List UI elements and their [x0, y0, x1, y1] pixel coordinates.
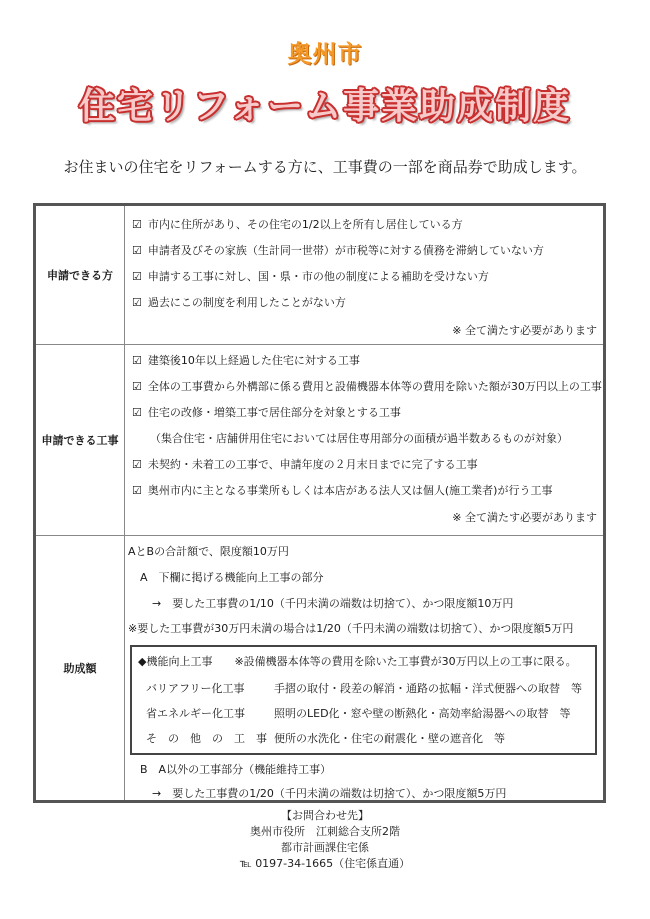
work-item: ☑ 未契約・未着工の工事で、申請年度の２月末日までに完了する工事 — [132, 458, 478, 471]
row-works — [36, 345, 603, 536]
page-title: 住宅リフォーム事業助成制度 — [78, 86, 572, 127]
amount-line: A 下欄に掲げる機能向上工事の部分 — [140, 571, 324, 584]
amount-line: AとBの合計額で、限度額10万円 — [128, 545, 289, 558]
checkbox-icon: ☑ — [132, 484, 142, 497]
checkbox-icon: ☑ — [132, 458, 142, 471]
box-category: 省エネルギー化工事 — [146, 707, 245, 720]
box-category: バリアフリー化工事 — [146, 682, 245, 695]
work-item: ☑ 奥州市内に主となる事業所もしくは本店がある法人又は個人(施工業者)が行う工事 — [132, 484, 553, 497]
box-description: 照明のLED化・窓や壁の断熱化・高効率給湯器への取替 等 — [274, 707, 571, 720]
checkbox-icon: ☑ — [132, 270, 142, 283]
content-applicants — [132, 206, 597, 344]
content-amount — [128, 536, 597, 800]
amount-line: ※要した工事費が30万円未満の場合は1/20（千円未満の端数は切捨て）、かつ限度額5万円 — [128, 622, 574, 635]
contact-heading: 【お問合わせ先】 — [281, 809, 369, 822]
box-heading: ◆機能向上工事 ※設備機器本体等の費用を除いた工事費が30万円以上の工事に限る。 — [138, 655, 577, 668]
applicant-item: ☑ 市内に住所があり、その住宅の1/2以上を所有し居住している方 — [132, 218, 463, 231]
checkbox-icon: ☑ — [132, 218, 142, 231]
city-name: 奥州市 — [287, 40, 363, 68]
box-description: 便所の水洗化・住宅の耐震化・壁の遮音化 等 — [274, 732, 505, 745]
contact-tel: ℡ 0197-34-1665（住宅係直通） — [239, 857, 411, 870]
box-category: そ の 他 の 工 事 — [146, 732, 267, 745]
work-item: ☑ 建築後10年以上経過した住宅に対する工事 — [132, 354, 360, 367]
applicant-item: ☑ 申請する工事に対し、国・県・市の他の制度による補助を受けない方 — [132, 270, 489, 283]
content-works — [132, 345, 602, 535]
amount-line: → 要した工事費の1/20（千円未満の端数は切捨て）、かつ限度額5万円 — [152, 787, 507, 800]
checkbox-icon: ☑ — [132, 244, 142, 257]
label-amount: 助成額 — [36, 536, 125, 800]
applicant-note: ※ 全て満たす必要があります — [452, 324, 597, 337]
contact-office: 奥州市役所 江刺総合支所2階 — [250, 825, 400, 838]
checkbox-icon: ☑ — [132, 354, 142, 367]
contact-info — [0, 808, 650, 872]
applicant-item: ☑ 申請者及びその家族（生計同一世帯）が市税等に対する債務を滞納していない方 — [132, 244, 544, 257]
work-subnote: （集合住宅・店舗併用住宅においては居住専用部分の面積が過半数あるものが対象） — [150, 432, 568, 445]
work-note: ※ 全て満たす必要があります — [452, 511, 597, 524]
checkbox-icon: ☑ — [132, 406, 142, 419]
contact-dept: 都市計画課住宅係 — [281, 841, 369, 854]
lead-text: お住まいの住宅をリフォームする方に、工事費の一部を商品券で助成します。 — [63, 158, 587, 176]
function-upgrade-box — [130, 645, 597, 755]
info-table — [33, 203, 606, 803]
checkbox-icon: ☑ — [132, 380, 142, 393]
work-item: ☑ 住宅の改修・増築工事で居住部分を対象とする工事 — [132, 406, 401, 419]
amount-line: → 要した工事費の1/10（千円未満の端数は切捨て）、かつ限度額10万円 — [152, 597, 514, 610]
checkbox-icon: ☑ — [132, 296, 142, 309]
work-item: ☑ 全体の工事費から外構部に係る費用と設備機器本体等の費用を除いた額が30万円以上の工事 — [132, 380, 602, 393]
amount-line: B A以外の工事部分（機能維持工事） — [140, 763, 332, 776]
label-works: 申請できる工事 — [36, 345, 125, 535]
row-applicants — [36, 206, 603, 345]
row-amount — [36, 536, 603, 800]
applicant-item: ☑ 過去にこの制度を利用したことがない方 — [132, 296, 346, 309]
label-applicants: 申請できる方 — [36, 206, 125, 344]
box-description: 手摺の取付・段差の解消・通路の拡幅・洋式便器への取替 等 — [274, 682, 582, 695]
